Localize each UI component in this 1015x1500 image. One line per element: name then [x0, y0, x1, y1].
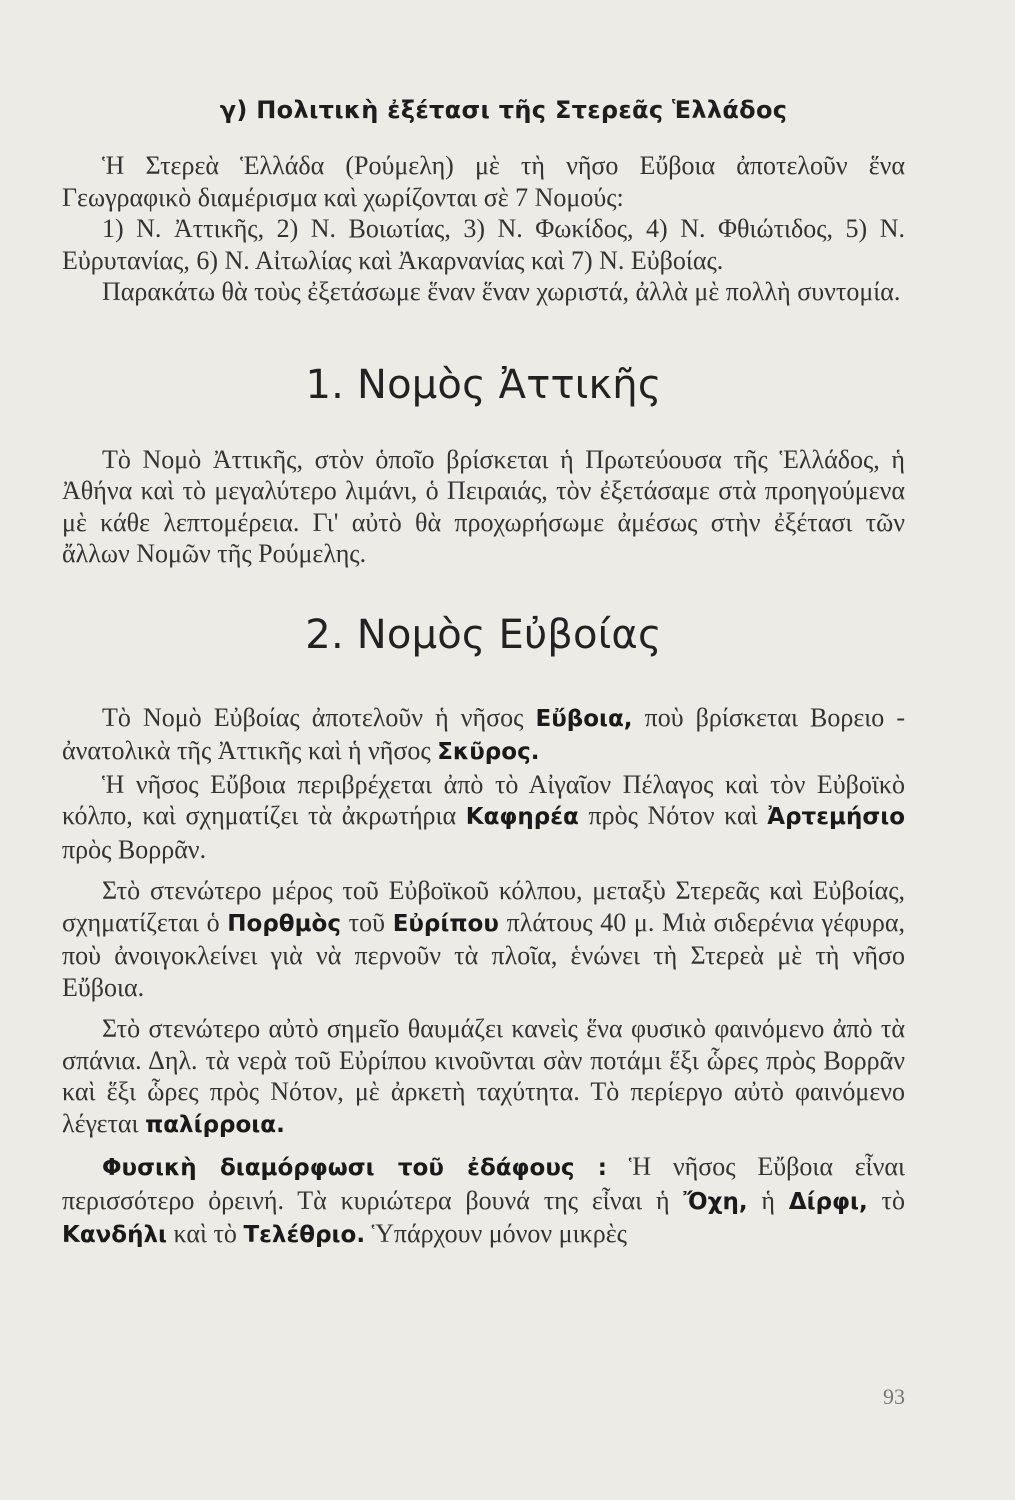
euboea-paragraph-2 — [62, 769, 905, 866]
text: Τὸ Νομὸ Εὐβοίας ἀποτελοῦν ἡ νῆσος — [102, 702, 536, 732]
bold-term-tide: παλίρροια. — [145, 1111, 285, 1138]
intro-paragraph: Ἡ Στερεὰ Ἑλλάδα (Ρούμελη) μὲ τὴ νῆσο Εὔβοια ἀποτελοῦν ἕνα Γεωγραφικὸ διαμέρισμα καὶ χωρίζονται σὲ 7 Νομούς: — [62, 151, 905, 212]
euboea-paragraph-5 — [62, 1151, 905, 1252]
text: καὶ τὸ — [166, 1219, 244, 1248]
text: ἡ — [747, 1185, 789, 1215]
text: τοῦ — [340, 907, 393, 937]
bold-term-euboea: Εὔβοια, — [535, 705, 633, 732]
euboea-paragraph-1 — [62, 702, 905, 769]
bold-term-ochi: Ὄχη, — [683, 1188, 748, 1215]
bold-term-dirfi: Δίρφι, — [788, 1188, 868, 1215]
prefectures-list: 1) Ν. Ἀττικῆς, 2) Ν. Βοιωτίας, 3) Ν. Φωκίδος, 4) Ν. Φθιώτιδος, 5) Ν. Εὐρυτανίας, 6) Ν. Αἰτωλίας καὶ Ἀκαρνανίας καὶ 7) Ν. Εὐβοίας. — [62, 214, 905, 275]
text: Ὑπάρχουν μόνον μικρὲς — [365, 1219, 627, 1248]
intro-closing-paragraph: Παρακάτω θὰ τοὺς ἐξετάσωμε ἕναν ἕναν χωριστά, ἀλλὰ μὲ πολλὴ συντομία. — [102, 277, 901, 306]
attica-text-a: Τὸ Νομὸ Ἀττικῆς, στὸν ὁποῖο βρίσκεται ἡ Πρωτεύουσα τῆς Ἑλλάδος, ἡ Ἀθήνα καὶ τὸ μεγαλύτερο λιμάνι, ὁ Πειραιάς, τὸν ἐξετάσαμε στὰ προηγούμενα μὲ κάθε λεπτομέρεια. — [62, 444, 905, 537]
section-title: γ) Πολιτικὴ ἐξέτασι τῆς Στερεᾶς Ἑλλάδος — [219, 96, 788, 124]
bold-term-skyros: Σκῦρος. — [437, 739, 540, 765]
bold-term-kandili: Κανδήλι — [62, 1222, 167, 1248]
heading-attica: 1. Νομὸς Ἀττικῆς — [305, 361, 662, 408]
text: πρὸς Βορρᾶν. — [62, 834, 207, 864]
bold-term-kafireas: Καφηρέα — [465, 804, 579, 830]
page-number: 93 — [883, 1384, 905, 1409]
text: Ἡ νῆσος Εὔβοια περιβρέχεται ἀπὸ τὸ Αἰγαῖον Πέλαγος καὶ τὸν Εὐβοϊκὸ κόλπο, καὶ σχηματίζει τὰ ἀκρωτήρια — [62, 769, 905, 830]
text: Στὸ στενώτερο αὐτὸ σημεῖο θαυμάζει κανεὶς ἕνα φυσικὸ φαινόμενο ἀπὸ τὰ σπάνια. Δηλ. τὰ νερὰ τοῦ Εὐρίπου κινοῦνται σὰν ποτάμι ἕξι ὧρες πρὸς Βορρᾶν καὶ ἕξι ὧρες πρὸς Νότον, μὲ ἀρκετὴ ταχύτητα. Τὸ περίεργο αὐτὸ φαινόμενο λέγεται — [62, 1014, 905, 1138]
text: Στὸ στενώτερο μέρος τοῦ Εὐβοϊκοῦ κόλπου, μεταξὺ Στερεᾶς καὶ Εὐβοίας, σχηματίζεται ὁ — [62, 876, 905, 937]
attica-paragraph — [62, 444, 905, 570]
euboea-paragraph-3 — [62, 875, 905, 1003]
text: πρὸς Νότον καὶ — [578, 801, 768, 830]
text: Ἡ νῆσος Εὔβοια εἶναι περισσότερο ὀρεινή. Τὰ κυριώτερα βουνά της εἶναι ἡ — [62, 1152, 905, 1215]
bold-term-porthmos: Πορθμὸς — [227, 910, 341, 937]
text: πλάτους 40 μ. Μιὰ σιδερένια γέφυρα, ποὺ ἀνοιγοκλείνει γιὰ νὰ περνοῦν τὰ πλοῖα, ἑνώνει τὴ Στερεὰ μὲ τὴ νῆσο Εὔβοια. — [62, 907, 906, 1002]
bold-term-telethrio: Τελέθριο. — [243, 1222, 366, 1248]
heading-euboea: 2. Νομὸς Εὐβοίας — [305, 611, 662, 658]
text: τὸ — [867, 1185, 905, 1215]
text: ποὺ βρίσκεται Βορειο - ἀνατολικὰ τῆς Ἀττικῆς καὶ ἡ νῆσος — [62, 702, 906, 765]
euboea-paragraph-4 — [62, 1013, 905, 1141]
bold-term-artemisio: Ἀρτεμήσιο — [767, 804, 906, 830]
bold-subheading-relief: Φυσικὴ διαμόρφωσι τοῦ ἐδάφους : — [102, 1155, 607, 1181]
attica-text-b: Γι' αὐτὸ θὰ προχωρήσωμε ἀμέσως στὴν ἐξέτασι τῶν ἄλλων Νομῶν τῆς Ρούμελης. — [62, 507, 905, 568]
bold-term-euripus: Εὐρίπου — [392, 910, 499, 937]
